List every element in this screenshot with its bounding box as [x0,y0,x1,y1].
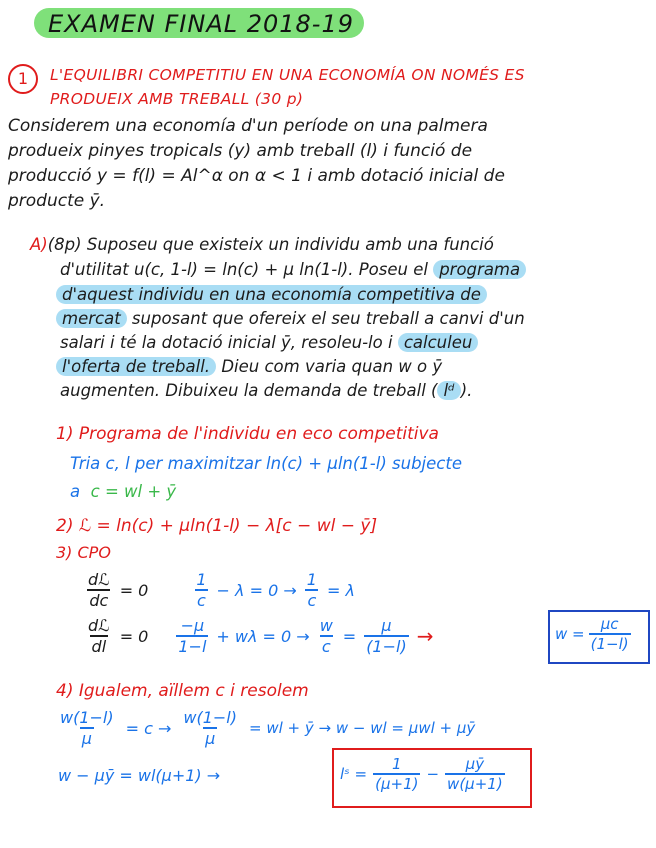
part-a-text7a: augmenten. Dibuixeu la demanda de treball ( [60,381,438,400]
ls-fraction-1-den: (μ+1) [375,775,419,793]
budget-constraint: c = wl + ȳ [90,482,177,501]
step3-label: 3) CPO [56,543,111,562]
part-a-line7 [60,381,472,400]
eq4b-fraction [181,708,239,748]
part-a-text5: salari i té la dotació inicial ȳ, resoleu-lo i [60,333,393,352]
w-over-c-num: w [319,616,333,635]
highlight-labour-supply: l'oferta de treball. [56,357,216,376]
highlight-mercat: mercat [56,309,127,328]
step1-a: a [70,482,81,501]
part-a-line5 [60,333,478,352]
part-a-line6 [56,357,442,376]
question-number: 1 [8,64,38,94]
step4-label: 4) Igualem, aïllem c i resolem [56,681,309,701]
part-a-text6: Dieu com varia quan w o ȳ [221,357,443,376]
highlight-calculeu: calculeu [398,333,479,352]
eq5-left: w − μȳ = wl(μ+1) → [58,766,221,785]
part-a-text4: suposant que ofereix el seu treball a canvi d'un [131,309,525,328]
cpo1-fraction [194,570,208,610]
section-heading-line2: PRODUEIX AMB TREBALL (30 p) [50,90,304,108]
eq4a-fraction [58,708,116,748]
part-a-label: A) [30,235,48,254]
step1-label: 1) Programa de l'individu en eco competitiva [56,424,439,444]
ls-fraction-1 [373,755,420,793]
page-title: EXAMEN FINAL 2018-19 [48,10,355,38]
cpo1-result-num: 1 [306,570,317,589]
dL-dc-num: dℒ [88,570,110,589]
eq4b-num: w(1−l) [183,708,237,727]
mu-over-1-l-den: (1−l) [366,637,407,656]
mu-over-1-l-fraction [364,616,409,656]
dL-dc-den: dc [89,591,109,610]
intro-line2: produeix pinyes tropicals (y) amb treball (l) i funció de [8,141,473,161]
cpo1-rest: − λ = 0 → [216,580,297,600]
part-a-line4 [56,309,525,328]
cpo-row-1 [86,570,355,610]
cpo1-result-rest: = λ [326,580,355,600]
highlight-competitive-economy: d'aquest individu en una economía competitiva de [56,285,487,304]
ls-fraction-2-num: μȳ [465,755,485,773]
w-over-c-fraction [318,616,335,656]
cpo2-eq0: = 0 [119,626,149,646]
highlight-labour-demand: lᵈ [437,381,460,400]
eq4a-mid: = c → [125,718,172,738]
ls-fraction-2-den: w(μ+1) [447,775,503,793]
labour-supply-result [340,755,505,793]
wage-result [555,615,631,653]
section-heading-line1: L'EQUILIBRI COMPETITIU EN UNA ECONOMÍA ON NOMÉS ES [50,66,525,84]
dL-dc-fraction [86,570,112,610]
part-a-line2 [60,260,526,279]
cpo1-result-fraction [305,570,319,610]
ls-fraction-2 [445,755,505,793]
mu-over-1-l-num: μ [381,616,392,635]
cpo1-eq0: = 0 [119,580,149,600]
ls-minus: − [426,765,440,783]
cpo2-rest: + wλ = 0 → [216,626,310,646]
cpo2-fraction [176,616,208,656]
part-a-line3 [56,285,487,304]
ls-fraction-1-num: 1 [392,755,402,773]
eq4a-num: w(1−l) [60,708,114,727]
dL-dl-fraction [86,616,112,656]
wage-result-num: μc [600,615,619,633]
w-over-c-den: c [321,637,331,656]
cpo1-num: 1 [196,570,207,589]
wage-result-den: (1−l) [590,635,629,653]
part-a-text1: Suposeu que existeix un individu amb una funció [86,235,494,254]
cpo1-result-den: c [307,591,317,610]
step1-line1: Tria c, l per maximitzar ln(c) + μln(1-l) subjecte [70,454,462,473]
step1-line2 [70,482,176,501]
cpo2-num: −μ [180,616,205,635]
highlight-programa: programa [433,260,526,279]
labour-supply-ls: lˢ = [340,765,368,783]
intro-line3: producció y = f(l) = Al^α on α < 1 i amb dotació inicial de [8,166,505,186]
intro-line4: producte ȳ. [8,191,106,211]
dL-dl-num: dℒ [88,616,110,635]
wage-result-w: w = [555,625,585,643]
part-a-points: (8p) [47,235,82,254]
lagrangian: 2) ℒ = ln(c) + μln(1-l) − λ[c − wl − ȳ] [56,516,378,536]
part-a-text2: d'utilitat u(c, 1-l) = ln(c) + μ ln(1-l). Poseu el [60,260,428,279]
part-a-line1 [30,235,494,254]
eq4-row [58,708,475,748]
eq4a-den: μ [81,729,92,748]
part-a-text7b: ). [460,381,473,400]
cpo2-eq: = [342,626,357,646]
wage-result-fraction [589,615,631,653]
intro-line1: Considerem una economía d'un període on una palmera [8,116,488,136]
cpo-row-2 [86,616,433,656]
eq4b-rest: = wl + ȳ → w − wl = μwl + μȳ [249,719,476,737]
arrow-to-result: → [416,624,434,648]
eq4b-den: μ [205,729,216,748]
dL-dl-den: dl [91,637,107,656]
cpo1-den: c [197,591,206,610]
cpo2-den: 1−l [178,637,207,656]
